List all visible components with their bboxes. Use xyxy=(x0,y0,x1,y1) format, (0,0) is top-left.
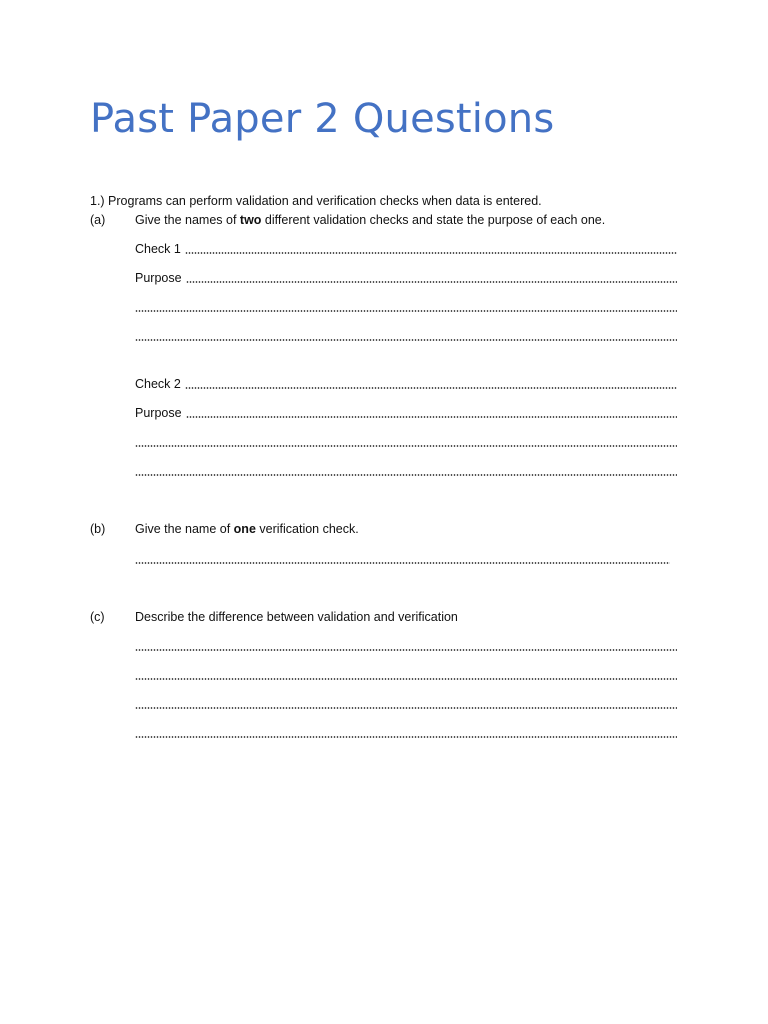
check-2-answer-line[interactable] xyxy=(135,376,677,392)
check-1-label: Check 1 xyxy=(135,242,181,256)
dotted-line xyxy=(185,387,677,389)
part-c-question: Describe the difference between validation and verification xyxy=(135,610,458,624)
dotted-line xyxy=(185,252,677,254)
purpose-2-answer-line-2[interactable] xyxy=(135,434,677,450)
dotted-line xyxy=(135,736,677,738)
check-2-label: Check 2 xyxy=(135,377,181,391)
part-b-label: (b) xyxy=(90,522,106,536)
purpose-1-answer-line-2[interactable] xyxy=(135,299,677,315)
part-a-text-after: different validation checks and state the purpose of each one. xyxy=(261,213,606,227)
part-a-text-bold: two xyxy=(239,213,262,227)
part-a-text-before: Give the names of xyxy=(135,213,240,227)
part-a-question xyxy=(135,212,605,228)
dotted-line xyxy=(135,445,677,447)
dotted-line xyxy=(135,339,677,341)
purpose-1-answer-line-3[interactable] xyxy=(135,328,677,344)
dotted-line xyxy=(135,707,677,709)
part-b-answer-line[interactable] xyxy=(135,551,670,567)
check-1-answer-line[interactable] xyxy=(135,241,677,257)
part-b-question xyxy=(135,521,359,537)
purpose-2-answer-line-3[interactable] xyxy=(135,463,677,479)
part-b-text-after: verification check. xyxy=(255,522,359,536)
purpose-1-label: Purpose xyxy=(135,271,182,285)
part-a-label: (a) xyxy=(90,213,106,227)
purpose-2-answer-line[interactable] xyxy=(135,405,677,421)
part-b-text-before: Give the name of xyxy=(135,522,234,536)
dotted-line xyxy=(135,474,677,476)
dotted-line xyxy=(135,678,677,680)
dotted-line xyxy=(135,562,670,564)
question-1-intro: 1.) Programs can perform validation and verification checks when data is entered. xyxy=(90,194,542,208)
part-b-text-bold: one xyxy=(233,522,256,536)
dotted-line xyxy=(135,310,677,312)
dotted-line xyxy=(186,281,677,283)
part-c-answer-line-4[interactable] xyxy=(135,725,677,741)
part-c-answer-line-2[interactable] xyxy=(135,667,677,683)
dotted-line xyxy=(135,649,677,651)
dotted-line xyxy=(186,416,677,418)
part-c-label: (c) xyxy=(90,610,105,624)
page-title: Past Paper 2 Questions xyxy=(90,96,555,142)
purpose-1-answer-line[interactable] xyxy=(135,270,677,286)
purpose-2-label: Purpose xyxy=(135,406,182,420)
part-c-answer-line-1[interactable] xyxy=(135,638,677,654)
part-c-answer-line-3[interactable] xyxy=(135,696,677,712)
